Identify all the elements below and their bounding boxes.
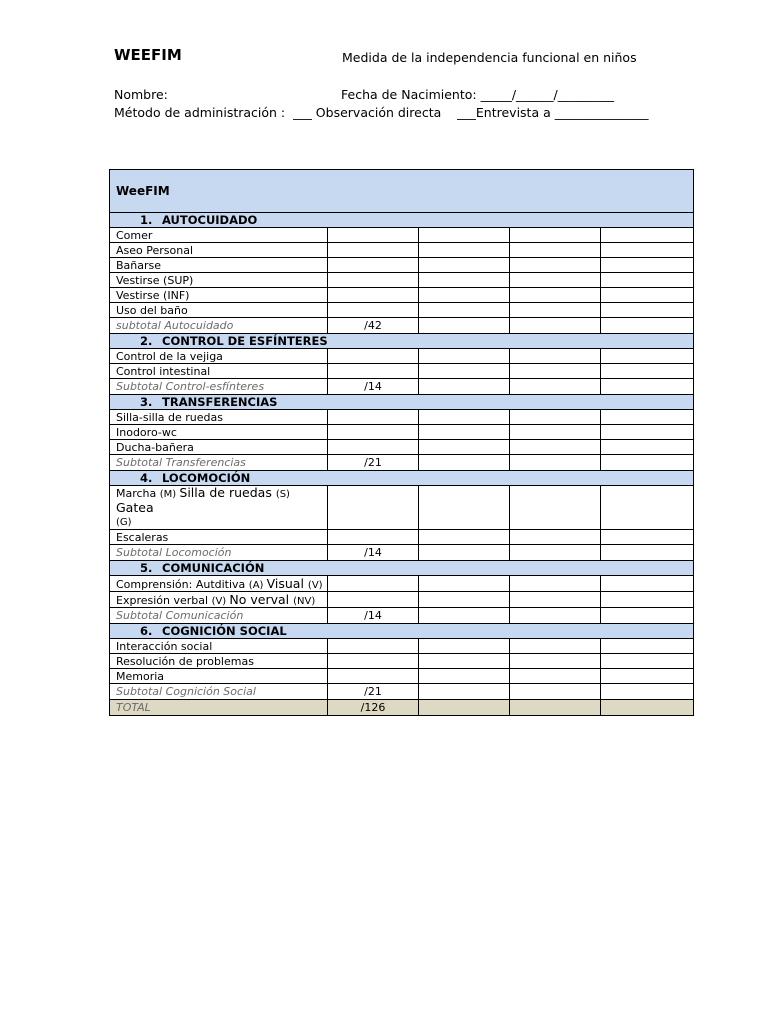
score-cell[interactable]: [419, 425, 510, 440]
score-cell[interactable]: [510, 440, 601, 455]
score-cell[interactable]: [419, 440, 510, 455]
score-cell[interactable]: [510, 349, 601, 364]
section-header-comunicacion: [110, 561, 694, 576]
score-cell[interactable]: [328, 349, 419, 364]
item-label: Vestirse (INF): [110, 288, 328, 303]
item-code: (V): [211, 596, 230, 607]
score-cell[interactable]: [601, 318, 694, 334]
score-cell[interactable]: [601, 425, 694, 440]
item-text: Visual: [266, 576, 308, 591]
subtotal-score: /14: [328, 379, 419, 395]
score-cell[interactable]: [328, 440, 419, 455]
score-cell[interactable]: [328, 486, 419, 530]
subtotal-row: [110, 608, 694, 624]
subtotal-row: [110, 684, 694, 700]
score-cell[interactable]: [510, 576, 601, 592]
item-text: Marcha: [116, 487, 160, 500]
item-label: Inodoro-wc: [110, 425, 328, 440]
score-cell[interactable]: [328, 592, 419, 608]
score-cell[interactable]: [419, 379, 510, 395]
metodo-administracion-field: Método de administración : ___ Observación directa ___Entrevista a _______________: [114, 105, 649, 120]
score-cell[interactable]: [601, 273, 694, 288]
item-code: (G): [116, 517, 132, 528]
section-number: 4.: [140, 471, 153, 485]
score-cell[interactable]: [510, 364, 601, 379]
score-cell[interactable]: [510, 455, 601, 471]
section-title: LOCOMOCIÓN: [162, 471, 251, 485]
item-code: (NV): [293, 596, 316, 607]
subtotal-label: Subtotal Locomoción: [110, 545, 328, 561]
score-cell[interactable]: [601, 379, 694, 395]
score-cell[interactable]: [510, 258, 601, 273]
score-cell[interactable]: [328, 669, 419, 684]
section-number: 5.: [140, 561, 153, 575]
score-cell[interactable]: [510, 228, 601, 243]
score-cell[interactable]: [601, 654, 694, 669]
table-header-row: [110, 170, 694, 213]
score-cell[interactable]: [510, 608, 601, 624]
item-text: Expresión verbal: [116, 594, 212, 607]
table-row: [110, 410, 694, 425]
subtotal-row: [110, 318, 694, 334]
item-label: Bañarse: [110, 258, 328, 273]
score-cell[interactable]: [419, 592, 510, 608]
item-label: Control de la vejiga: [110, 349, 328, 364]
table-row: [110, 425, 694, 440]
score-cell[interactable]: [419, 410, 510, 425]
item-label: Uso del baño: [110, 303, 328, 318]
table-row: [110, 349, 694, 364]
score-cell[interactable]: [510, 684, 601, 700]
item-label: Memoria: [110, 669, 328, 684]
section-header-autocuidado: [110, 213, 694, 228]
document-title: WEEFIM: [114, 46, 182, 64]
score-cell[interactable]: [419, 530, 510, 545]
table-row: [110, 440, 694, 455]
score-cell[interactable]: [419, 486, 510, 530]
score-cell[interactable]: [419, 576, 510, 592]
item-label-comprension: [110, 576, 328, 592]
score-cell[interactable]: [510, 303, 601, 318]
total-row: [110, 700, 694, 716]
score-cell[interactable]: [601, 530, 694, 545]
score-cell[interactable]: [419, 303, 510, 318]
score-cell[interactable]: [419, 669, 510, 684]
score-cell[interactable]: [510, 530, 601, 545]
score-cell[interactable]: [601, 700, 694, 716]
section-title: CONTROL DE ESFÍNTERES: [162, 334, 328, 348]
subtotal-score: /14: [328, 545, 419, 561]
section-title: COGNICIÓN SOCIAL: [162, 624, 287, 638]
score-cell[interactable]: [328, 639, 419, 654]
score-cell[interactable]: [328, 530, 419, 545]
table-row: [110, 669, 694, 684]
score-cell[interactable]: [328, 576, 419, 592]
score-cell[interactable]: [419, 364, 510, 379]
score-cell[interactable]: [601, 576, 694, 592]
score-cell[interactable]: [419, 318, 510, 334]
score-cell[interactable]: [328, 654, 419, 669]
table-row: [110, 228, 694, 243]
table-title: WeeFIM: [110, 170, 694, 213]
subtotal-row: [110, 545, 694, 561]
subtotal-label: subtotal Autocuidado: [110, 318, 328, 334]
table-row: [110, 592, 694, 608]
score-cell[interactable]: [601, 455, 694, 471]
score-cell[interactable]: [328, 228, 419, 243]
score-cell[interactable]: [510, 654, 601, 669]
score-cell[interactable]: [419, 700, 510, 716]
score-cell[interactable]: [510, 318, 601, 334]
score-cell[interactable]: [601, 684, 694, 700]
subtotal-row: [110, 455, 694, 471]
table-row: [110, 576, 694, 592]
score-cell[interactable]: [510, 288, 601, 303]
total-score: /126: [328, 700, 419, 716]
score-cell[interactable]: [510, 545, 601, 561]
item-text: Silla de ruedas: [179, 485, 276, 500]
score-cell[interactable]: [419, 349, 510, 364]
section-number: 2.: [140, 334, 153, 348]
subtotal-label: Subtotal Transferencias: [110, 455, 328, 471]
table-row: [110, 654, 694, 669]
subtotal-label: Subtotal Control-esfínteres: [110, 379, 328, 395]
item-label-marcha: [110, 486, 328, 530]
item-label: Control intestinal: [110, 364, 328, 379]
subtotal-label: Subtotal Comunicación: [110, 608, 328, 624]
table-row: [110, 530, 694, 545]
score-cell[interactable]: [601, 288, 694, 303]
score-cell[interactable]: [601, 364, 694, 379]
item-text: Comprensión: Autditiva: [116, 578, 249, 591]
item-label: Escaleras: [110, 530, 328, 545]
item-label: Ducha-bañera: [110, 440, 328, 455]
table-row: [110, 273, 694, 288]
score-cell[interactable]: [419, 654, 510, 669]
section-header-locomocion: [110, 471, 694, 486]
weefim-table: [109, 169, 694, 716]
score-cell[interactable]: [510, 700, 601, 716]
score-cell[interactable]: [510, 243, 601, 258]
section-number: 1.: [140, 213, 153, 227]
score-cell[interactable]: [419, 639, 510, 654]
score-cell[interactable]: [419, 258, 510, 273]
item-code: (A): [248, 580, 267, 591]
score-cell[interactable]: [601, 639, 694, 654]
score-cell[interactable]: [328, 258, 419, 273]
item-text: Gatea: [116, 500, 154, 515]
score-cell[interactable]: [419, 228, 510, 243]
item-text: No verval: [229, 592, 294, 607]
score-cell[interactable]: [328, 303, 419, 318]
score-cell[interactable]: [419, 608, 510, 624]
subtotal-score: /14: [328, 608, 419, 624]
score-cell[interactable]: [601, 349, 694, 364]
item-label: Resolución de problemas: [110, 654, 328, 669]
subtotal-score: /21: [328, 455, 419, 471]
total-label: TOTAL: [110, 700, 328, 716]
item-code: (M): [159, 489, 180, 500]
table-row: [110, 243, 694, 258]
score-cell[interactable]: [601, 592, 694, 608]
score-cell[interactable]: [601, 440, 694, 455]
score-cell[interactable]: [510, 273, 601, 288]
item-label: Interacción social: [110, 639, 328, 654]
score-cell[interactable]: [601, 669, 694, 684]
table-row: [110, 303, 694, 318]
score-cell[interactable]: [601, 228, 694, 243]
item-code: (V): [307, 580, 323, 591]
section-header-control-esfinteres: [110, 334, 694, 349]
document-subtitle: Medida de la independencia funcional en niños: [342, 50, 637, 65]
item-label: Silla-silla de ruedas: [110, 410, 328, 425]
table-row: [110, 364, 694, 379]
score-cell[interactable]: [328, 273, 419, 288]
score-cell[interactable]: [419, 288, 510, 303]
item-code: (S): [275, 489, 290, 500]
score-cell[interactable]: [510, 639, 601, 654]
subtotal-row: [110, 379, 694, 395]
fecha-nacimiento-field: Fecha de Nacimiento: _____/______/_________: [341, 87, 614, 102]
score-cell[interactable]: [510, 410, 601, 425]
score-cell[interactable]: [601, 243, 694, 258]
section-header-cognicion-social: [110, 624, 694, 639]
score-cell[interactable]: [419, 545, 510, 561]
item-label: Vestirse (SUP): [110, 273, 328, 288]
score-cell[interactable]: [510, 592, 601, 608]
score-cell[interactable]: [510, 379, 601, 395]
table-row: [110, 486, 694, 530]
score-cell[interactable]: [419, 243, 510, 258]
score-cell[interactable]: [601, 303, 694, 318]
score-cell[interactable]: [510, 425, 601, 440]
score-cell[interactable]: [601, 486, 694, 530]
section-header-transferencias: [110, 395, 694, 410]
subtotal-score: /21: [328, 684, 419, 700]
section-title: TRANSFERENCIAS: [162, 395, 278, 409]
score-cell[interactable]: [328, 243, 419, 258]
score-cell[interactable]: [328, 425, 419, 440]
table-row: [110, 288, 694, 303]
table-row: [110, 258, 694, 273]
score-cell[interactable]: [419, 273, 510, 288]
score-cell[interactable]: [601, 410, 694, 425]
score-cell[interactable]: [328, 288, 419, 303]
score-cell[interactable]: [510, 669, 601, 684]
nombre-field: Nombre:: [114, 87, 168, 102]
score-cell[interactable]: [601, 258, 694, 273]
item-label: Aseo Personal: [110, 243, 328, 258]
section-title: AUTOCUIDADO: [162, 213, 258, 227]
score-cell[interactable]: [601, 608, 694, 624]
score-cell[interactable]: [328, 410, 419, 425]
table-row: [110, 639, 694, 654]
item-label-expresion: [110, 592, 328, 608]
score-cell[interactable]: [510, 486, 601, 530]
subtotal-score: /42: [328, 318, 419, 334]
score-cell[interactable]: [601, 545, 694, 561]
score-cell[interactable]: [328, 364, 419, 379]
section-number: 6.: [140, 624, 153, 638]
section-title: COMUNICACIÓN: [162, 561, 265, 575]
section-number: 3.: [140, 395, 153, 409]
subtotal-label: Subtotal Cognición Social: [110, 684, 328, 700]
item-label: Comer: [110, 228, 328, 243]
score-cell[interactable]: [419, 455, 510, 471]
score-cell[interactable]: [419, 684, 510, 700]
